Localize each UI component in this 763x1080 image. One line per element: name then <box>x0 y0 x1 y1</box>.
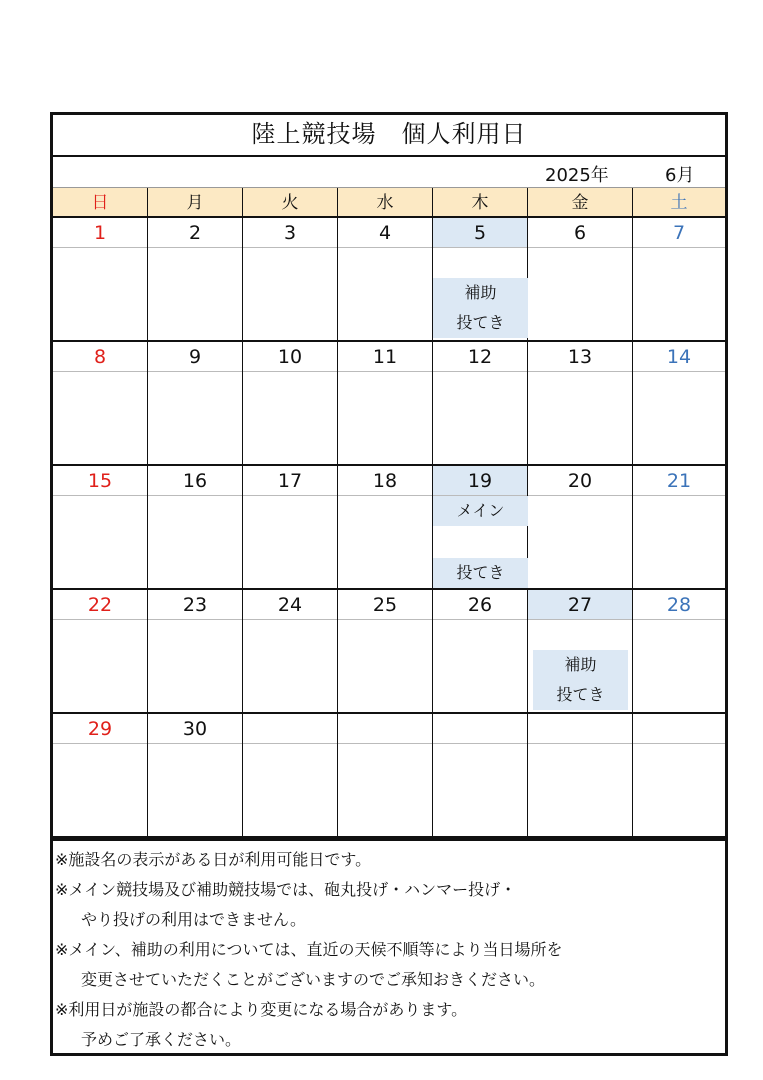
day-cell <box>148 342 243 466</box>
day-number: 5 <box>433 218 527 248</box>
day-cell-event <box>433 218 528 342</box>
day-number: 30 <box>148 714 242 744</box>
day-cell <box>243 342 338 466</box>
day-number: 24 <box>243 590 337 620</box>
day-cell <box>53 714 148 838</box>
day-number: 13 <box>528 342 632 372</box>
day-cell <box>633 714 725 838</box>
day-cell <box>243 590 338 714</box>
weekday-fri: 金 <box>528 188 633 218</box>
day-number: 21 <box>633 466 725 496</box>
month-label: 6月 <box>665 165 695 186</box>
day-cell <box>433 714 528 838</box>
weekday-thu: 木 <box>433 188 528 218</box>
day-cell <box>53 590 148 714</box>
day-cell <box>148 218 243 342</box>
day-cell <box>338 590 433 714</box>
day-cell <box>53 466 148 590</box>
note-line: やり投げの利用はできません。 <box>81 910 306 929</box>
day-cell <box>528 466 633 590</box>
day-number: 2 <box>148 218 242 248</box>
day-number: 15 <box>53 466 147 496</box>
day-number: 3 <box>243 218 337 248</box>
weekday-wed: 水 <box>338 188 433 218</box>
day-cell <box>528 342 633 466</box>
calendar-grid <box>53 188 725 838</box>
notes-section <box>53 838 725 1055</box>
day-cell <box>338 218 433 342</box>
event-label-facility: 補助 <box>433 278 528 308</box>
day-cell-event <box>528 590 633 714</box>
day-cell <box>338 714 433 838</box>
note-line: 変更させていただくことがございますのでご承知おきください。 <box>81 970 546 989</box>
weekday-sun: 日 <box>53 188 148 218</box>
day-number: 11 <box>338 342 432 372</box>
day-cell <box>528 218 633 342</box>
day-number <box>633 714 725 744</box>
day-number <box>243 714 337 744</box>
day-cell <box>243 714 338 838</box>
day-number: 8 <box>53 342 147 372</box>
day-number: 27 <box>528 590 632 620</box>
day-number: 16 <box>148 466 242 496</box>
day-number: 17 <box>243 466 337 496</box>
day-number: 9 <box>148 342 242 372</box>
day-number <box>338 714 432 744</box>
event-label-type: 投てき <box>533 680 628 710</box>
note-line: ※利用日が施設の都合により変更になる場合があります。 <box>55 1000 468 1019</box>
day-cell <box>528 714 633 838</box>
weekday-tue: 火 <box>243 188 338 218</box>
day-cell <box>53 218 148 342</box>
day-number: 19 <box>433 466 527 496</box>
event-label-facility: メイン <box>433 496 528 526</box>
day-cell <box>633 342 725 466</box>
day-cell <box>433 590 528 714</box>
day-cell <box>338 466 433 590</box>
day-number: 23 <box>148 590 242 620</box>
day-cell <box>433 342 528 466</box>
day-number: 1 <box>53 218 147 248</box>
day-cell <box>148 590 243 714</box>
day-cell <box>148 466 243 590</box>
day-cell <box>633 590 725 714</box>
weekday-sat: 土 <box>633 188 725 218</box>
day-number: 26 <box>433 590 527 620</box>
year-label: 2025年 <box>545 165 609 186</box>
day-number <box>433 714 527 744</box>
note-line: ※メイン、補助の利用については、直近の天候不順等により当日場所を <box>55 940 563 959</box>
day-cell <box>338 342 433 466</box>
day-number: 7 <box>633 218 725 248</box>
day-number: 14 <box>633 342 725 372</box>
note-line: ※メイン競技場及び補助競技場では、砲丸投げ・ハンマー投げ・ <box>55 880 517 899</box>
day-number: 12 <box>433 342 527 372</box>
note-line: ※施設名の表示がある日が利用可能日です。 <box>55 850 372 869</box>
day-number: 22 <box>53 590 147 620</box>
day-cell <box>633 466 725 590</box>
day-cell <box>633 218 725 342</box>
calendar-sheet <box>50 112 728 1056</box>
day-number <box>528 714 632 744</box>
day-cell <box>53 342 148 466</box>
day-cell <box>243 218 338 342</box>
day-number: 18 <box>338 466 432 496</box>
event-label-facility: 補助 <box>533 650 628 680</box>
day-number: 20 <box>528 466 632 496</box>
day-cell-event <box>433 466 528 590</box>
event-label-type: 投てき <box>433 558 528 588</box>
day-number: 4 <box>338 218 432 248</box>
day-number: 28 <box>633 590 725 620</box>
page-title: 陸上競技場 個人利用日 <box>53 115 725 157</box>
year-month-row <box>53 157 725 188</box>
day-cell <box>243 466 338 590</box>
day-number: 25 <box>338 590 432 620</box>
day-number: 29 <box>53 714 147 744</box>
weekday-mon: 月 <box>148 188 243 218</box>
day-number: 10 <box>243 342 337 372</box>
day-number: 6 <box>528 218 632 248</box>
day-cell <box>148 714 243 838</box>
note-line: 予めご了承ください。 <box>81 1030 242 1049</box>
event-label-type: 投てき <box>433 308 528 338</box>
